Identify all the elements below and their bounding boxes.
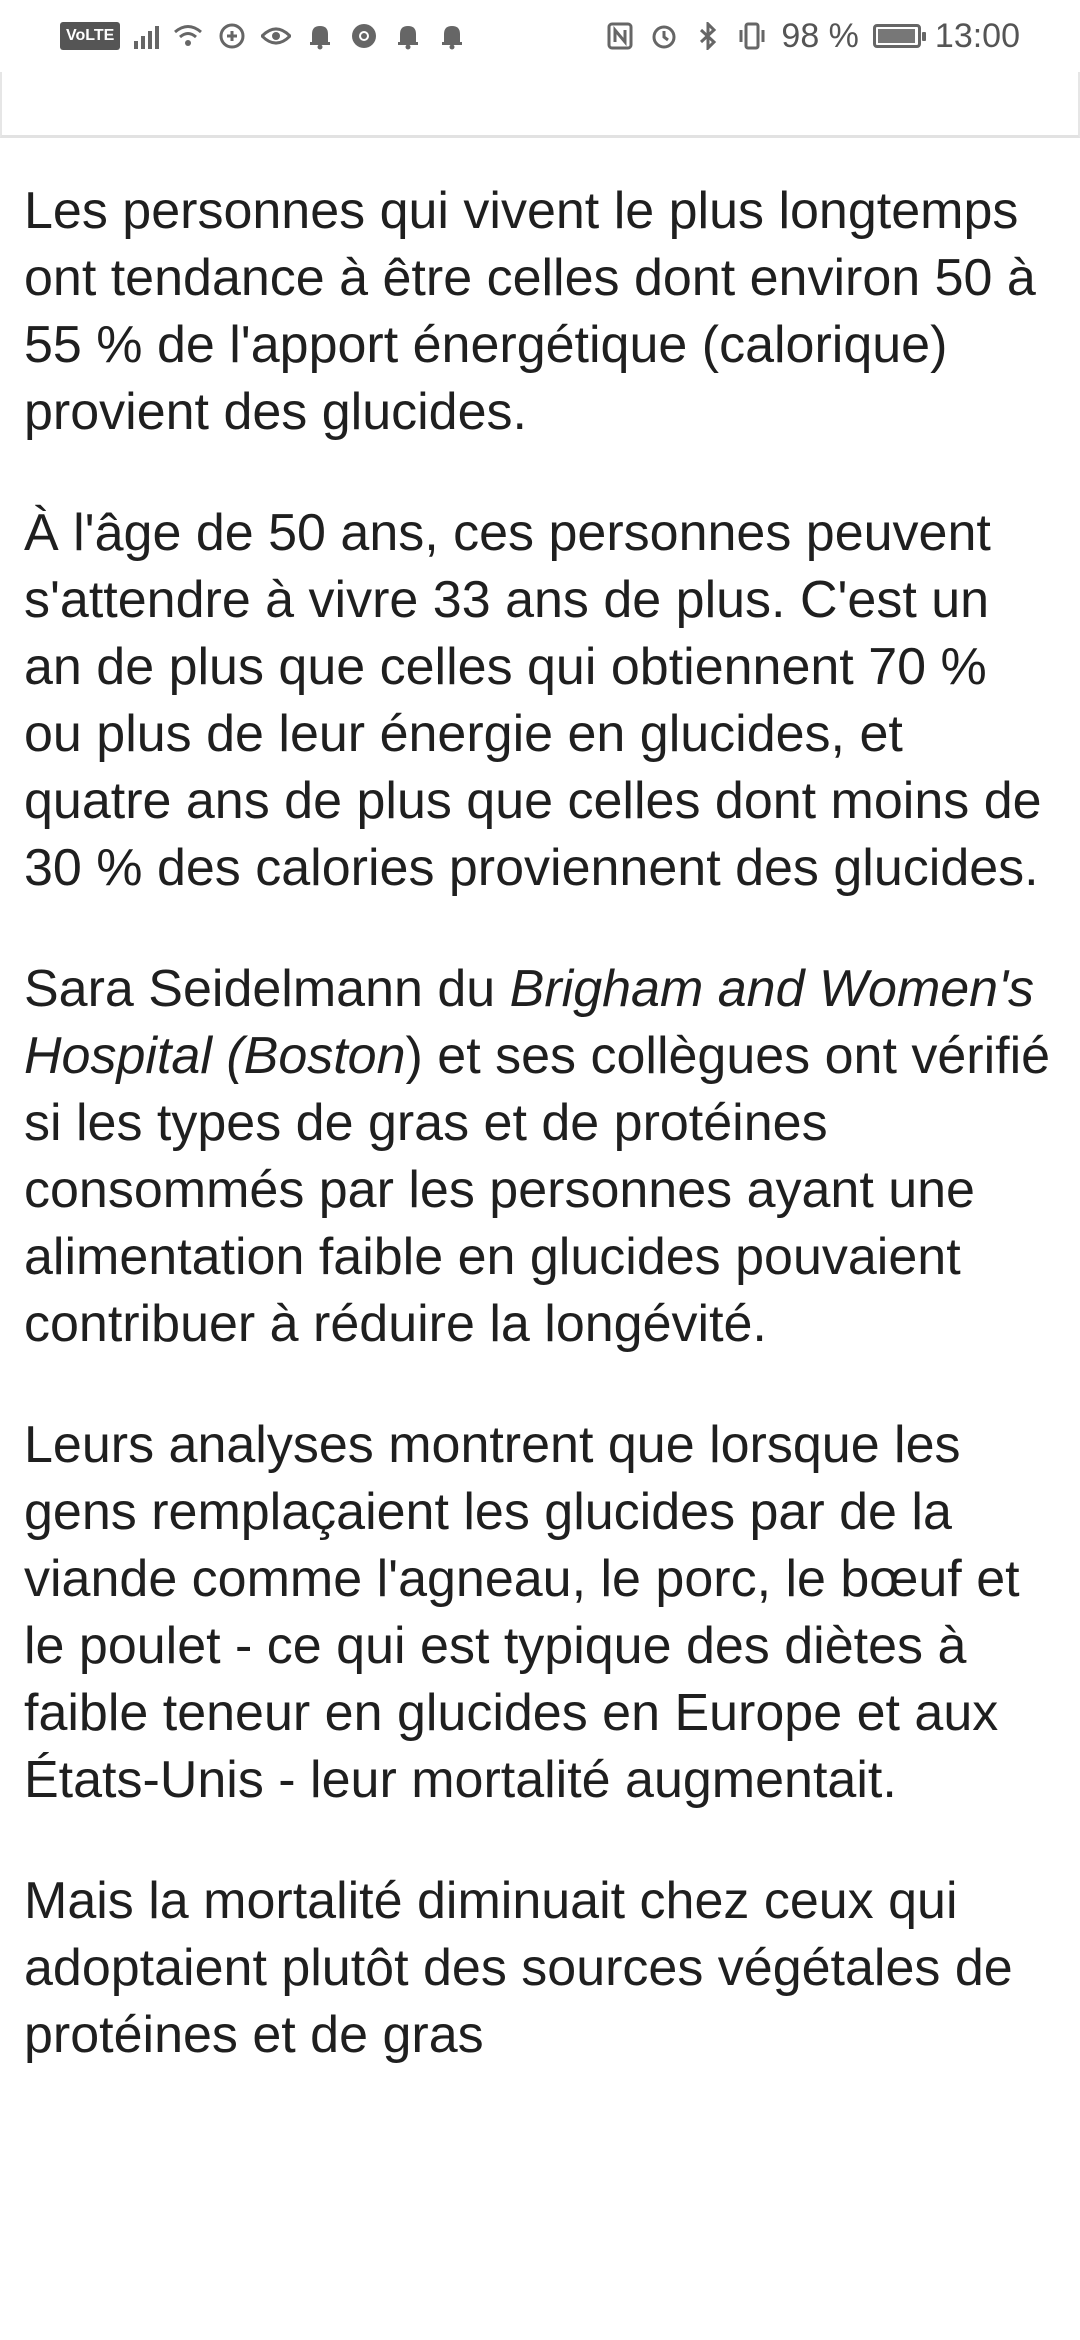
wifi-icon bbox=[173, 21, 203, 51]
status-left-icons bbox=[60, 21, 467, 51]
chrome-icon bbox=[349, 21, 379, 51]
eye-icon bbox=[261, 21, 291, 51]
article-paragraph: À l'âge de 50 ans, ces personnes peuvent s'attendre à vivre 33 ans de plus. C'est un an de plus que celles qui obtiennent 70 % ou plus de leur énergie en glucides, et quatre ans de plus que celles dont moins de 30 % des calories proviennent des glucides. bbox=[24, 504, 1042, 897]
signal-icon bbox=[134, 23, 159, 49]
institution-name: Brigham and Women's Hospital (Boston bbox=[24, 960, 1035, 1085]
article-paragraph bbox=[24, 956, 1058, 1358]
battery-level-fill bbox=[878, 29, 915, 43]
battery-percent: 98 % bbox=[781, 16, 859, 55]
article-body[interactable] bbox=[24, 178, 1058, 2123]
bluetooth-icon bbox=[693, 21, 723, 51]
status-bar bbox=[0, 0, 1080, 72]
status-right-icons bbox=[605, 17, 1020, 56]
data-saver-icon bbox=[217, 21, 247, 51]
vibrate-icon bbox=[737, 21, 767, 51]
page-header-frame bbox=[0, 72, 1080, 138]
nfc-icon bbox=[605, 21, 635, 51]
article-paragraph: Mais la mortalité diminuait chez ceux qui adoptaient plutôt des sources végétales de protéines et de gras bbox=[24, 1872, 1013, 2064]
battery-icon bbox=[873, 24, 921, 48]
clock: 13:00 bbox=[934, 16, 1020, 55]
article-paragraph: Leurs analyses montrent que lorsque les gens remplaçaient les glucides par de la viande comme l'agneau, le porc, le bœuf et le poulet - ce qui est typique des diètes à faible teneur en glucides en Europe et aux États-Unis - leur mortalité augmentait. bbox=[24, 1416, 1020, 1809]
alarm-icon bbox=[649, 21, 679, 51]
notification-bell-icon bbox=[393, 21, 423, 51]
paragraph-text: Sara Seidelmann du bbox=[24, 960, 510, 1018]
paragraph-text: ) et ses collègues ont vérifié si les types de gras et de protéines consommés par les personnes ayant une alimentation faible en glucides pouvaient contribuer à réduire la longévité. bbox=[24, 1027, 1051, 1353]
volte-icon: VoLTE bbox=[60, 22, 120, 50]
article-paragraph: Les personnes qui vivent le plus longtemps ont tendance à être celles dont environ 50 à 55 % de l'apport énergétique (calorique) provient des glucides. bbox=[24, 182, 1036, 441]
alarm-notification-icon bbox=[305, 21, 335, 51]
notification-bell-icon bbox=[437, 21, 467, 51]
